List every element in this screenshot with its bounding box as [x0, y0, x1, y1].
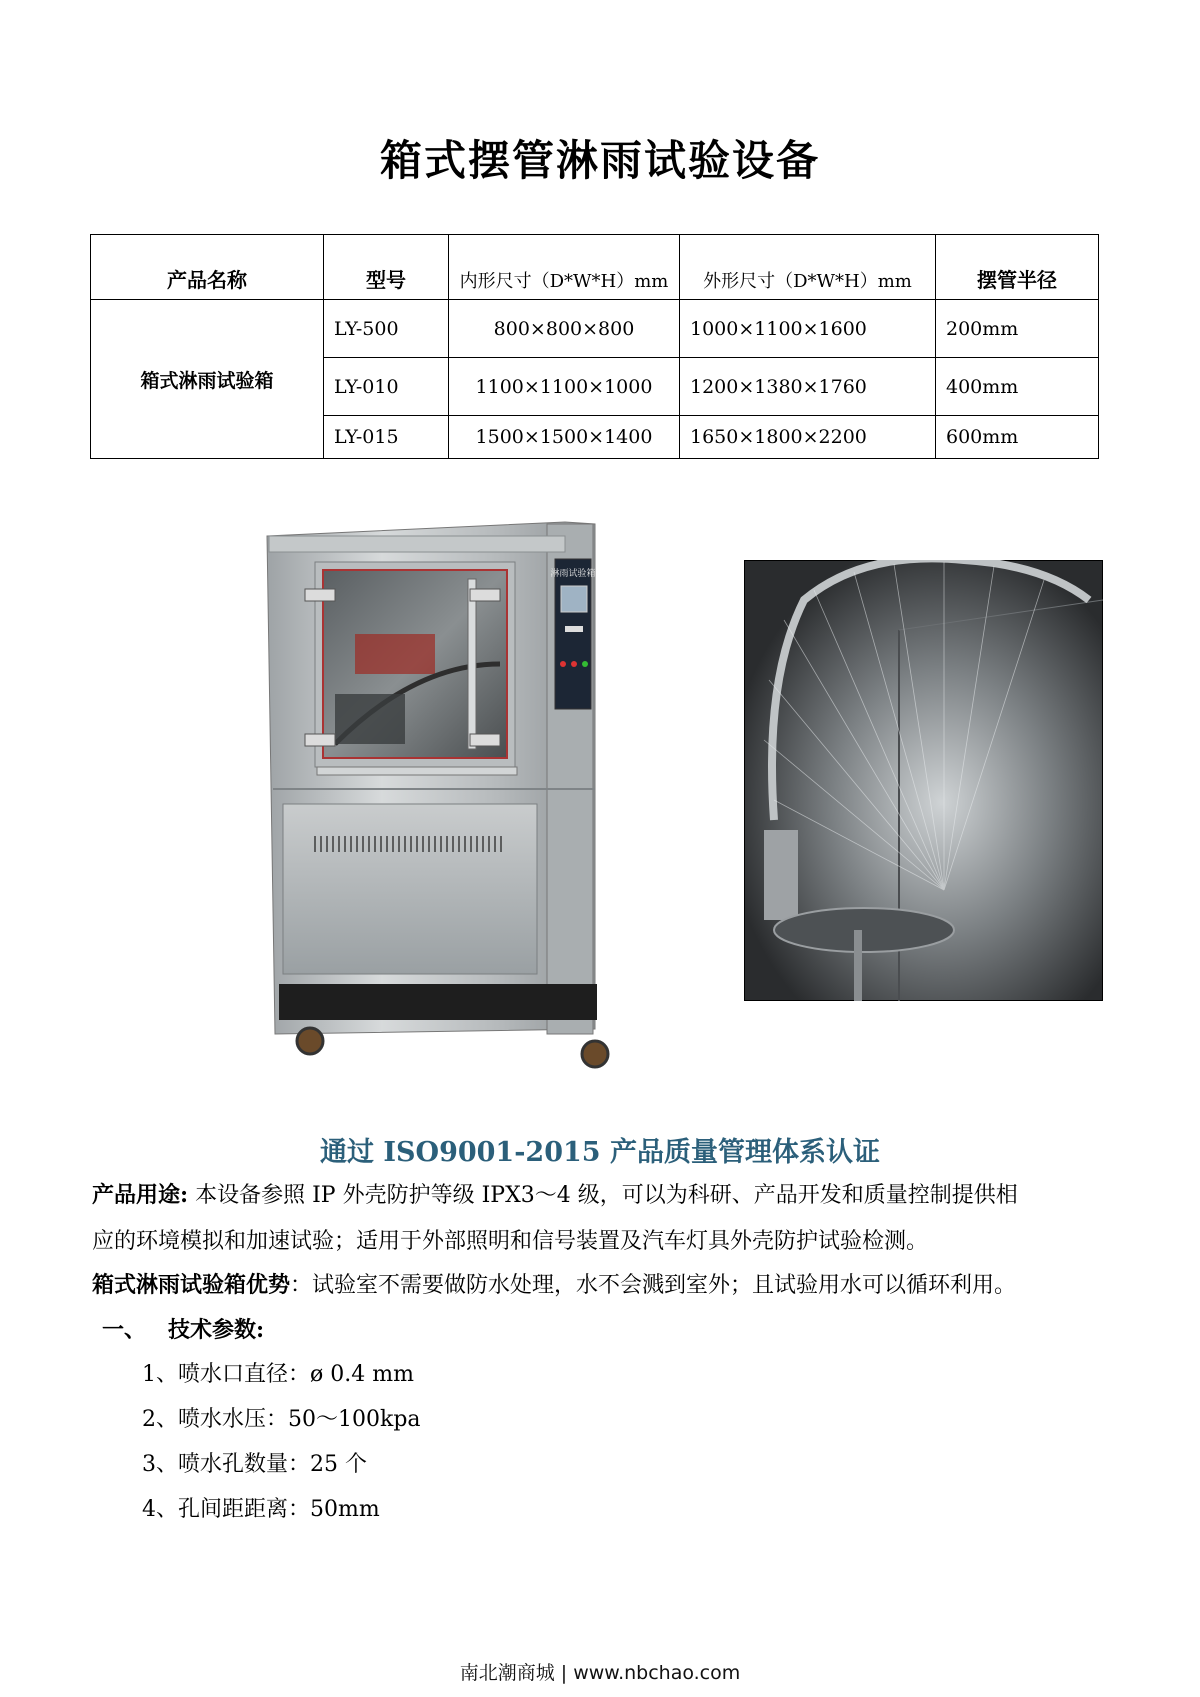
inner-size-cell: 1500×1500×1400 — [449, 416, 680, 459]
cabinet-photo — [265, 514, 685, 1084]
model-cell: LY-010 — [324, 358, 449, 416]
section-title: 技术参数: — [168, 1317, 265, 1343]
usage-text-line2: 应的环境模拟和加速试验；适用于外部照明和信号装置及汽车灯具外壳防护试验检测。 — [92, 1229, 929, 1254]
outer-size-cell: 1000×1100×1600 — [680, 300, 936, 358]
usage-paragraph — [92, 1172, 1102, 1265]
advantage-paragraph — [92, 1262, 1102, 1309]
usage-label: 产品用途: — [92, 1182, 189, 1208]
header-radius: 摆管半径 — [936, 235, 1099, 300]
header-inner-size: 内形尺寸（D*W*H）mm — [449, 235, 680, 300]
param-item: 4、孔间距距离：50mm — [142, 1497, 380, 1522]
footer-site: 南北潮商城 | www.nbchao.com — [459, 1662, 741, 1684]
section-number: 一、 — [102, 1317, 147, 1343]
advantage-text: ：试验室不需要做防水处理，水不会溅到室外；且试验用水可以循环利用。 — [290, 1273, 1017, 1298]
model-cell: LY-015 — [324, 416, 449, 459]
section-heading — [102, 1313, 264, 1344]
param-item: 3、喷水孔数量：25 个 — [142, 1452, 367, 1477]
param-item: 2、喷水水压：50～100kpa — [142, 1407, 421, 1432]
header-outer-size: 外形尺寸（D*W*H）mm — [680, 235, 936, 300]
control-panel-label: 淋雨试验箱 — [550, 569, 596, 579]
product-name-cell: 箱式淋雨试验箱 — [91, 300, 324, 459]
usage-text-line1: 本设备参照 IP 外壳防护等级 IPX3～4 级，可以为科研、产品开发和质量控制提供相 — [188, 1183, 1018, 1208]
spec-table — [90, 234, 1099, 459]
header-product-name: 产品名称 — [91, 235, 324, 300]
page-title: 箱式摆管淋雨试验设备 — [379, 136, 820, 185]
outer-size-cell: 1650×1800×2200 — [680, 416, 936, 459]
outer-size-cell: 1200×1380×1760 — [680, 358, 936, 416]
inner-size-cell: 1100×1100×1000 — [449, 358, 680, 416]
table-header-row — [91, 235, 1099, 300]
spray-test-photo — [744, 560, 1103, 1001]
param-item: 1、喷水口直径：ø 0.4 mm — [142, 1362, 414, 1387]
model-cell: LY-500 — [324, 300, 449, 358]
inner-size-cell: 800×800×800 — [449, 300, 680, 358]
radius-cell: 200mm — [936, 300, 1099, 358]
radius-cell: 600mm — [936, 416, 1099, 459]
header-model: 型号 — [324, 235, 449, 300]
advantage-label: 箱式淋雨试验箱优势 — [92, 1272, 291, 1298]
table-row — [91, 300, 1099, 358]
radius-cell: 400mm — [936, 358, 1099, 416]
certification-banner: 通过 ISO9001-2015 产品质量管理体系认证 — [320, 1137, 880, 1168]
